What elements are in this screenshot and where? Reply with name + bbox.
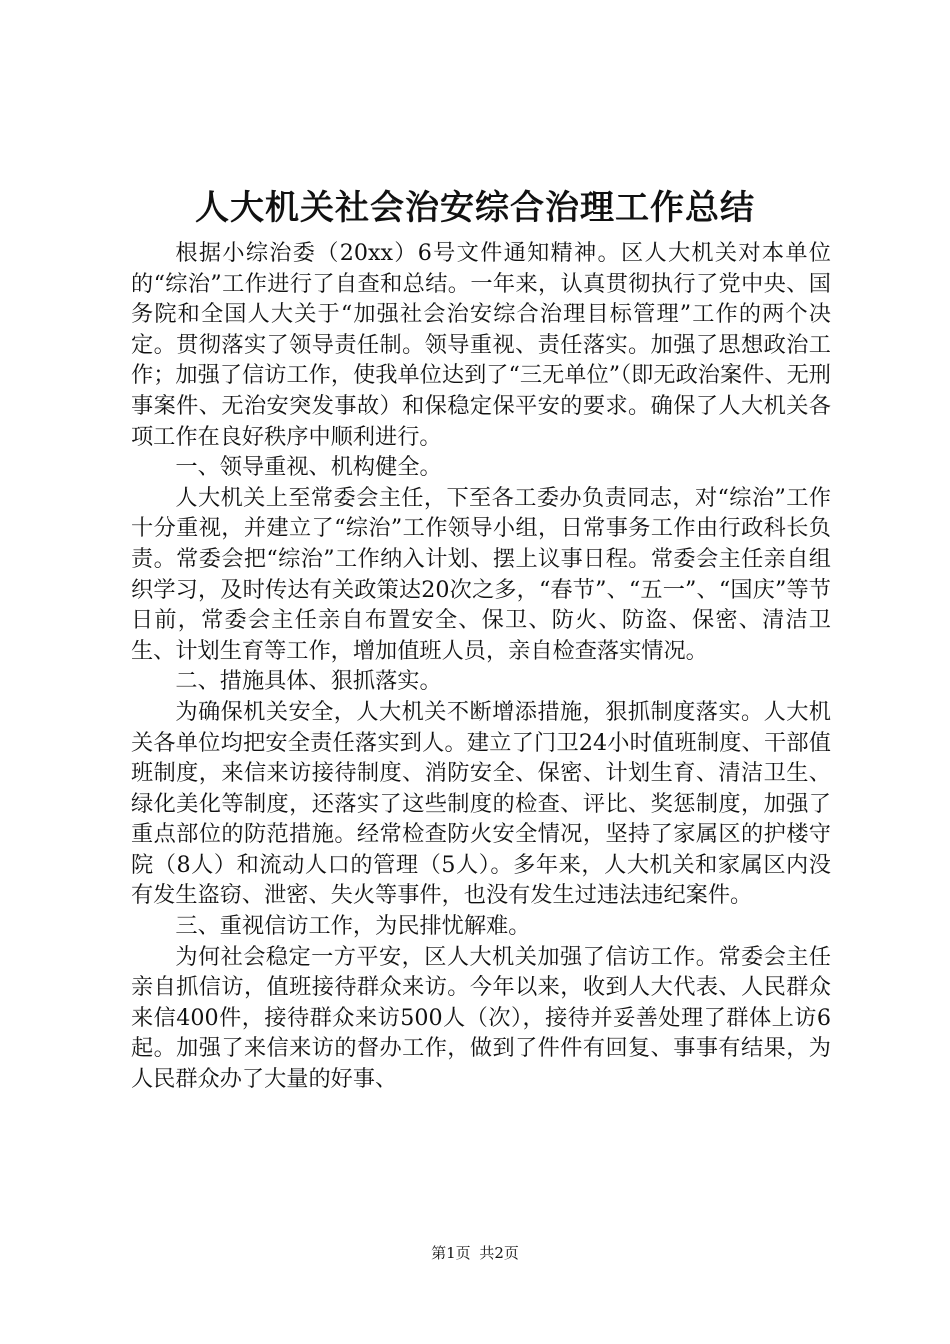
- document-body: [131, 238, 831, 1095]
- paragraph-section-3: 为何社会稳定一方平安，区人大机关加强了信访工作。常委会主任亲自抓信访，值班接待群众来访。今年以来，收到人大代表、人民群众来信400件，接待群众来访500人（次），接待并妥善处理了群体上访6起。加强了来信来访的督办工作，做到了件件有回复、事事有结果，为人民群众办了大量的好事、: [131, 943, 831, 1093]
- section-heading-1: 一、领导重视、机构健全。: [175, 454, 442, 481]
- page-number-total: 共2页: [479, 1244, 519, 1262]
- section-heading-3: 三、重视信访工作，为民排忧解难。: [175, 913, 531, 940]
- paragraph-section-2: 为确保机关安全，人大机关不断增添措施，狠抓制度落实。人大机关各单位均把安全责任落实到人。建立了门卫24小时值班制度、干部值班制度，来信来访接待制度、消防安全、保密、计划生育、清洁卫生、绿化美化等制度，还落实了这些制度的检查、评比、奖惩制度，加强了重点部位的防范措施。经常检查防火安全情况，坚持了家属区的护楼守院（8人）和流动人口的管理（5人）。多年来，人大机关和家属区内没有发生盗窃、泄密、失火等事件，也没有发生过违法违纪案件。: [131, 698, 831, 909]
- paragraph-section-1: 人大机关上至常委会主任，下至各工委办负责同志，对“综治”工作十分重视，并建立了“综治”工作领导小组，日常事务工作由行政科长负责。常委会把“综治”工作纳入计划、摆上议事日程。常委会主任亲自组织学习，及时传达有关政策达20次之多，“春节”、“五一”、“国庆”等节日前，常委会主任亲自布置安全、保卫、防火、防盗、保密、清洁卫生、计划生育等工作，增加值班人员，亲自检查落实情况。: [131, 484, 831, 664]
- document-title: 人大机关社会治安综合治理工作总结: [195, 188, 755, 228]
- paragraph-intro: 根据小综治委（20xx）6号文件通知精神。区人大机关对本单位的“综治”工作进行了自查和总结。一年来，认真贯彻执行了党中央、国务院和全国人大关于“加强社会治安综合治理目标管理”工作的两个决定。贯彻落实了领导责任制。领导重视、责任落实。加强了思想政治工作；加强了信访工作，使我单位达到了“三无单位”（即无政治案件、无刑事案件、无治安突发事故）和保稳定保平安的要求。确保了人大机关各项工作在良好秩序中顺利进行。: [131, 240, 831, 450]
- page-number-current: 第1页: [431, 1244, 471, 1262]
- page-footer: [0, 1243, 950, 1263]
- section-heading-2: 二、措施具体、狠抓落实。: [175, 668, 442, 695]
